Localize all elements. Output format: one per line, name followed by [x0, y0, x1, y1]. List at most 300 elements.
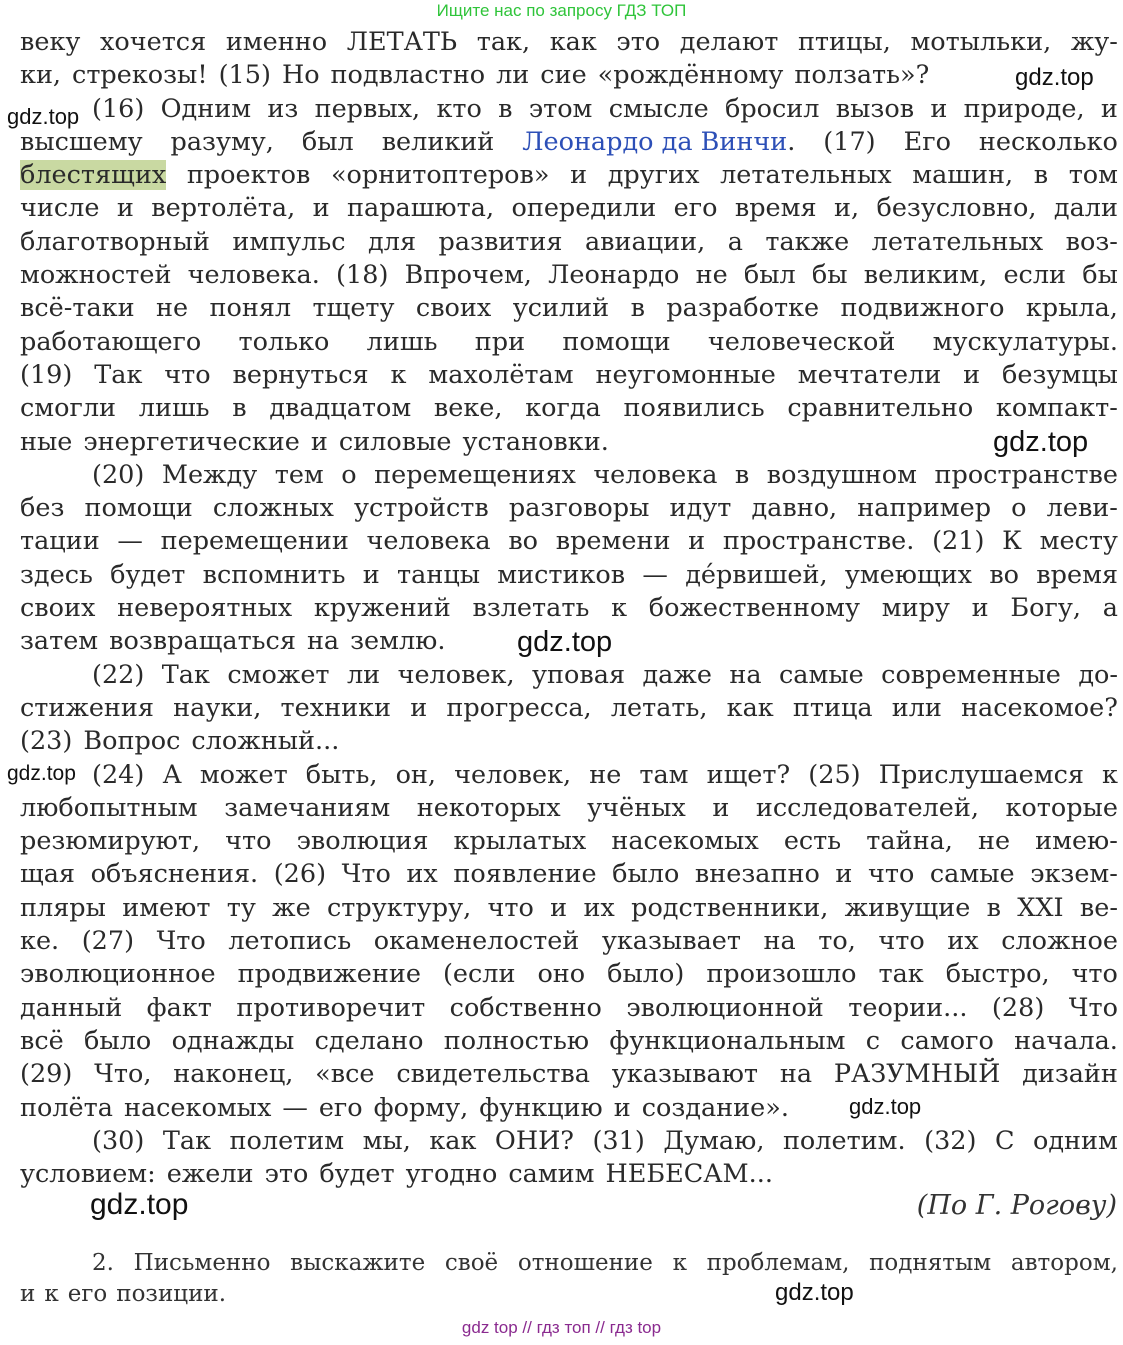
word: проектов	[186, 160, 311, 191]
word: щая	[20, 859, 75, 890]
word: идут	[669, 493, 732, 524]
word: ли	[496, 60, 530, 91]
word: его	[67, 1281, 108, 1307]
word: структуру,	[327, 892, 472, 923]
word: их	[583, 892, 615, 923]
word: родственники,	[631, 892, 829, 923]
word: собственно	[449, 992, 602, 1023]
text-line	[20, 858, 1118, 891]
word: насекомое?	[961, 692, 1118, 723]
word: Леонардо да Винчи.	[522, 126, 796, 157]
word: ежели	[166, 1159, 254, 1190]
word: веку	[20, 27, 81, 57]
word: импульс	[232, 226, 346, 257]
word: и	[20, 1281, 36, 1307]
word: Одним	[160, 93, 252, 124]
word: помощи	[84, 493, 193, 524]
word: летать,	[610, 692, 708, 723]
word: (26)	[273, 859, 327, 890]
word: факт	[146, 992, 212, 1023]
word: человеческой	[707, 326, 896, 357]
word: прогресса,	[446, 692, 592, 723]
text-line	[20, 392, 1118, 425]
word: поднятым	[869, 1250, 992, 1276]
word: развития	[438, 226, 563, 257]
word: Думаю,	[663, 1125, 765, 1156]
word: с	[865, 1025, 881, 1056]
word: числе	[20, 193, 100, 224]
word: мы,	[362, 1125, 411, 1156]
word: на	[729, 659, 762, 690]
word: и	[362, 559, 380, 590]
word: и	[963, 359, 981, 390]
watermark: gdz.top	[1015, 64, 1094, 91]
word: начала.	[1014, 1025, 1118, 1056]
word: XXI	[1017, 892, 1064, 923]
word: окаменелостей	[373, 926, 580, 957]
word: и	[410, 692, 428, 723]
word: Так	[161, 659, 210, 690]
word: Так	[94, 359, 143, 390]
watermark: gdz.top	[517, 626, 613, 658]
word: во	[989, 559, 1020, 590]
word: Письменно	[133, 1250, 271, 1276]
word: что	[878, 926, 925, 957]
word: и	[613, 1092, 631, 1123]
word: насекомых	[123, 1092, 272, 1123]
word: сложное	[1001, 926, 1118, 957]
word: работающего	[20, 326, 202, 357]
word: выскажите	[290, 1250, 426, 1276]
word: имею-	[1035, 826, 1118, 857]
word: ке.	[20, 926, 60, 957]
text-line	[20, 925, 1118, 958]
word: экзем-	[1030, 859, 1118, 890]
word: создание».	[641, 1092, 789, 1123]
word: человека	[593, 459, 718, 490]
word: человека	[366, 526, 491, 557]
word: Что,	[94, 1059, 152, 1090]
word: (18)	[336, 260, 389, 291]
word: неугомонные	[595, 359, 776, 390]
word: двадцатом	[269, 393, 412, 424]
text-line	[20, 1158, 1118, 1191]
word: (20)	[92, 459, 145, 490]
word: затем	[20, 626, 99, 657]
word: или	[891, 692, 942, 723]
word: а	[1102, 593, 1118, 624]
word: (32)	[924, 1125, 977, 1156]
word: современные	[881, 659, 1061, 690]
word: техники	[280, 692, 392, 723]
word: леви-	[1046, 493, 1118, 524]
word: Между	[161, 459, 258, 490]
word: жу-	[1070, 27, 1118, 57]
word: полетим.	[782, 1125, 906, 1156]
word: (16)	[92, 93, 145, 124]
word: данный	[20, 992, 123, 1023]
word: К	[1002, 526, 1022, 557]
text-line	[20, 292, 1118, 325]
word: что	[487, 892, 534, 923]
word: указывает	[601, 926, 741, 957]
word: функциональным	[609, 1025, 846, 1056]
word: месту	[1039, 526, 1118, 557]
word: даже	[642, 659, 712, 690]
word: вспомнить	[202, 559, 346, 590]
word: своих	[20, 593, 96, 624]
word: в	[232, 393, 247, 424]
text-line	[20, 692, 1118, 725]
word: и	[1100, 93, 1118, 124]
word: бы	[811, 260, 848, 291]
word: (19)	[20, 359, 73, 390]
word: наконец,	[173, 1059, 294, 1090]
main-text	[20, 26, 1118, 1191]
word: авиации,	[584, 226, 706, 257]
text-line	[20, 426, 1118, 459]
word: —	[642, 559, 668, 590]
word: оно	[537, 959, 586, 990]
word: полёта	[20, 1092, 113, 1123]
word: (29)	[20, 1059, 73, 1090]
text-line	[20, 226, 1118, 259]
word: (27)	[81, 926, 135, 957]
word: «все	[315, 1059, 375, 1090]
word: их	[947, 926, 979, 957]
text-line	[20, 359, 1118, 392]
word: в	[986, 892, 1001, 923]
word: самые	[779, 659, 864, 690]
word	[20, 159, 166, 192]
word: великий	[381, 126, 495, 157]
word: летательных	[871, 226, 1044, 257]
text-line	[20, 659, 1118, 692]
word: и	[116, 193, 134, 224]
word: некоторых	[416, 792, 561, 823]
word: эволюционной	[626, 992, 824, 1023]
task-line	[20, 1248, 1118, 1279]
word: понял	[209, 293, 292, 324]
word: живущие	[844, 892, 971, 923]
word: то,	[818, 926, 856, 957]
word: при	[474, 326, 526, 357]
word: мускулатуры.	[932, 326, 1118, 357]
word: проблемам,	[706, 1250, 850, 1276]
word: подвластно	[330, 60, 486, 91]
word: помощи	[562, 326, 671, 357]
word: внезапно	[694, 859, 820, 890]
watermark: gdz.top	[7, 762, 76, 785]
word: и	[930, 93, 948, 124]
word: миру	[881, 593, 950, 624]
word: (25)	[808, 759, 861, 790]
word: самого	[900, 1025, 994, 1056]
text-line	[20, 326, 1118, 359]
word: высшему	[20, 126, 143, 157]
word: всё-таки	[20, 293, 135, 324]
highlighted-word: блестящих	[20, 160, 167, 191]
word: и	[971, 593, 989, 624]
word: мечтатели	[797, 359, 942, 390]
word: эволюция	[296, 826, 429, 857]
text-line	[20, 525, 1118, 558]
text-line	[20, 1092, 1118, 1125]
word: же	[272, 892, 311, 923]
word: без	[20, 493, 65, 524]
word: несколько	[978, 126, 1118, 157]
word: своих	[415, 293, 492, 324]
word: ту	[226, 892, 256, 923]
word: не	[977, 826, 1011, 857]
word: (24)	[92, 759, 145, 790]
word: на	[763, 926, 796, 957]
word: был	[743, 260, 796, 291]
word: можностей	[20, 260, 172, 291]
word: вызов	[835, 93, 915, 124]
word: (31)	[592, 1125, 645, 1156]
word: было	[84, 1025, 152, 1056]
word: разработке	[666, 293, 820, 324]
text-line	[20, 259, 1118, 292]
bottom-banner[interactable]: gdz top // гдз топ // гдз top	[461, 1318, 662, 1337]
word: ползать»?	[794, 60, 930, 91]
word: А	[162, 759, 182, 790]
word: РАЗУМНЫЙ	[833, 1059, 1001, 1090]
word: разговоры	[508, 493, 650, 524]
word: их	[406, 859, 438, 890]
word: НЕБЕСАМ...	[605, 1159, 773, 1190]
word: «орнитоптеров»	[330, 160, 550, 191]
word: своё	[444, 1250, 499, 1276]
word: сложных	[212, 493, 334, 524]
top-banner[interactable]: Ищите нас по запросу ГДЗ ТОП	[436, 1, 687, 20]
word: человек,	[454, 759, 572, 790]
word: противоречит	[236, 992, 426, 1023]
word: человека.	[187, 260, 320, 291]
word: Но	[281, 60, 320, 91]
word: и	[712, 792, 730, 823]
word: взлетать	[472, 593, 590, 624]
word: лишь	[138, 393, 210, 424]
word: веке,	[433, 393, 503, 424]
word: благотворный	[20, 226, 210, 257]
word: как	[549, 27, 597, 57]
word: тации	[20, 526, 100, 557]
word: воз-	[1065, 226, 1118, 257]
word: пляры	[20, 892, 106, 923]
word: мотыльки,	[910, 27, 1052, 57]
word: ищет?	[706, 759, 791, 790]
word: на	[779, 1059, 813, 1090]
word: бросил	[724, 93, 820, 124]
word: форму,	[373, 1092, 469, 1123]
word: учёных	[587, 792, 686, 823]
word: произошло	[706, 959, 857, 990]
word: ЛЕТАТЬ	[346, 27, 458, 57]
word: для	[368, 226, 417, 257]
word: птица	[792, 692, 873, 723]
word: и	[688, 526, 706, 557]
word: из	[267, 93, 299, 124]
text-line	[20, 26, 1118, 59]
word: человек,	[397, 659, 515, 690]
word: быстро,	[945, 959, 1050, 990]
word: когда	[525, 393, 601, 424]
word: силовые	[338, 426, 452, 457]
word: лишь	[366, 326, 438, 357]
word: позиции.	[116, 1281, 227, 1307]
word: тщету	[312, 293, 395, 324]
word: к	[611, 593, 627, 624]
word: 2.	[92, 1250, 114, 1276]
word: Леонардо	[548, 260, 680, 291]
word: установки.	[462, 426, 609, 457]
word: его	[318, 1092, 363, 1123]
word: «рождённому	[597, 60, 784, 91]
word: всё	[20, 1025, 64, 1056]
word: (30)	[92, 1125, 145, 1156]
word: его	[673, 193, 718, 224]
word: де́рвишей,	[685, 559, 828, 590]
word: угодно	[405, 1159, 498, 1190]
word: Так	[162, 1125, 212, 1156]
word: а	[727, 226, 743, 257]
word: кто	[436, 93, 482, 124]
word: давно,	[751, 493, 838, 524]
word: Его	[903, 126, 951, 157]
word: объяснения.	[90, 859, 259, 890]
word: невероятных	[117, 593, 293, 624]
word: время	[1036, 559, 1118, 590]
word: смогли	[20, 393, 117, 424]
word: имеют	[122, 892, 211, 923]
word: Богу,	[1010, 593, 1081, 624]
word: сможет	[227, 659, 330, 690]
word: ки,	[20, 60, 62, 91]
word: науки,	[173, 692, 262, 723]
word: во	[508, 526, 539, 557]
word: энергетические	[83, 426, 300, 457]
word: не	[155, 293, 189, 324]
word: эволюционное	[20, 959, 216, 990]
word: С	[994, 1125, 1015, 1156]
word: других	[607, 160, 700, 191]
word: природе,	[963, 93, 1085, 124]
word: парашюта,	[347, 193, 495, 224]
word: стрекозы!	[72, 60, 208, 91]
word: продвижение	[237, 959, 421, 990]
text-line	[20, 93, 1118, 126]
word: именно	[225, 27, 328, 57]
word: махолётам	[428, 359, 574, 390]
word: указывают	[611, 1059, 759, 1090]
word: перемещении	[160, 526, 349, 557]
word: это	[616, 27, 661, 57]
word: например	[857, 493, 992, 524]
word: Прислушаемся	[878, 759, 1084, 790]
word: и	[312, 193, 330, 224]
word: автором,	[1010, 1250, 1118, 1276]
word: о	[341, 459, 357, 490]
word: стижения	[20, 692, 155, 723]
word: замечаниям	[224, 792, 391, 823]
word: только	[238, 326, 330, 357]
word: умеющих	[844, 559, 973, 590]
word: (28)	[991, 992, 1045, 1023]
word: был	[301, 126, 354, 157]
word: крылатых	[453, 826, 587, 857]
word: ные	[20, 426, 73, 457]
word: крыла,	[1025, 293, 1118, 324]
word: так	[878, 959, 924, 990]
word: ОНИ?	[494, 1125, 574, 1156]
link-leonardo[interactable]: Леонардо да Винчи	[522, 126, 788, 157]
word: вертолёта,	[151, 193, 296, 224]
word: Что	[341, 859, 391, 890]
word: которые	[1005, 792, 1118, 823]
watermark: gdz.top	[90, 1188, 189, 1221]
word: кружений	[313, 593, 451, 624]
word: подвижного	[840, 293, 1005, 324]
task-line	[20, 1279, 1118, 1310]
word: ли	[346, 659, 381, 690]
word: было	[612, 859, 680, 890]
word: дизайн	[1022, 1059, 1118, 1090]
word: Вопрос	[83, 726, 181, 757]
word: к	[672, 1250, 687, 1276]
word: как	[429, 1125, 477, 1156]
text-line	[20, 1025, 1118, 1058]
word: к	[390, 359, 407, 390]
word: самые	[929, 859, 1015, 890]
word: (22)	[92, 659, 145, 690]
watermark: gdz.top	[7, 104, 80, 129]
word: воздушном	[766, 459, 917, 490]
word: если	[1003, 260, 1067, 291]
word: исследователей,	[755, 792, 979, 823]
word: хочется	[100, 27, 207, 57]
word: тайна,	[866, 826, 953, 857]
word: полетим	[229, 1125, 345, 1156]
word: время	[734, 193, 817, 224]
word: любопытным	[20, 792, 198, 823]
word: однажды	[171, 1025, 295, 1056]
word: танцы	[397, 559, 481, 590]
word: он,	[395, 759, 437, 790]
word: мистиков	[497, 559, 626, 590]
word: сравнительно	[787, 393, 974, 424]
word: пространстве	[934, 459, 1118, 490]
word: (17)	[823, 126, 876, 157]
word: к	[44, 1281, 59, 1307]
word: разуму,	[170, 126, 274, 157]
text-line	[20, 492, 1118, 525]
word: (если	[442, 959, 516, 990]
word: теории...	[848, 992, 968, 1023]
word: как	[726, 692, 774, 723]
word: не	[695, 260, 728, 291]
word: о	[1011, 493, 1027, 524]
text-line	[20, 1125, 1118, 1158]
text-line	[20, 59, 1118, 92]
word: ве-	[1079, 892, 1118, 923]
word: (15)	[218, 60, 271, 91]
word: божественному	[648, 593, 861, 624]
text-line	[20, 792, 1118, 825]
word: это	[264, 1159, 309, 1190]
word: устройств	[353, 493, 489, 524]
